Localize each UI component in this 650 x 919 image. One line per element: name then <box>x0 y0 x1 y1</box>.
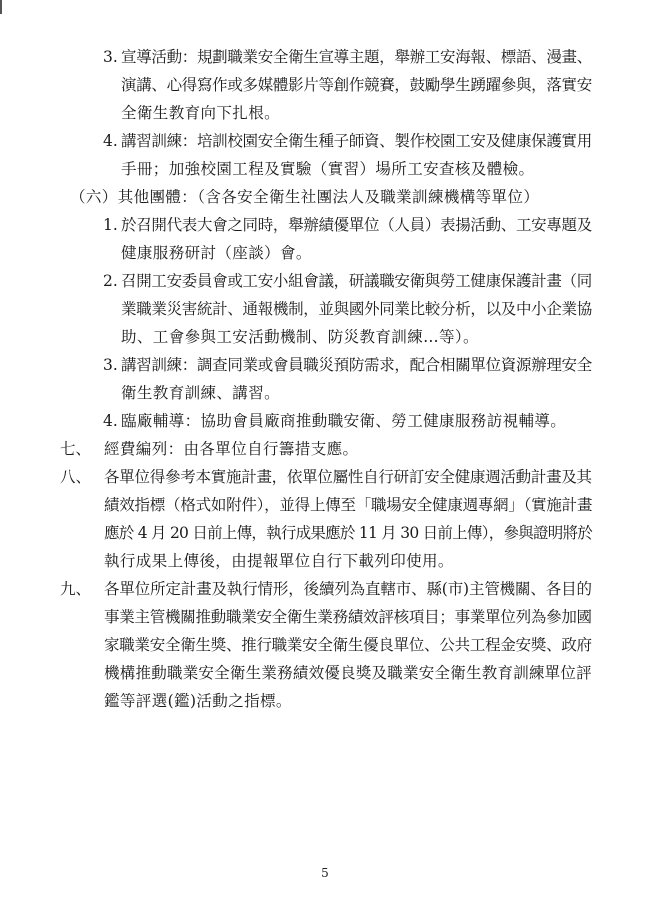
scan-edge-mark <box>0 0 2 14</box>
section-6-item-3-line-1: 講習訓練：調查同業或會員職災預防需求，配合相關單位資源辦理安全 <box>121 356 592 374</box>
page-number: 5 <box>321 866 329 880</box>
section-6-item-1-line-1: 於召開代表大會之同時，舉辦績優單位（人員）表揚活動、工安專題及 <box>121 216 592 234</box>
section-7-line-1: 經費編列：由各單位自行籌措支應。 <box>104 440 359 458</box>
section-9-number: 九、 <box>60 580 92 598</box>
section-6-item-4-line-1: 臨廠輔導：協助會員廠商推動職安衛、勞工健康服務訪視輔導。 <box>121 412 567 430</box>
section-6-item-1-number: 1. <box>103 216 118 234</box>
item-4-line-1: 講習訓練：培訓校園安全衛生種子師資、製作校園工安及健康保護實用 <box>121 132 592 150</box>
section-8-line-3: 應於 4 月 20 日前上傳，執行成果應於 11 月 30 日前上傳），參與證明將於 <box>104 524 592 542</box>
item-3-line-2: 演講、心得寫作或多媒體影片等創作競賽，鼓勵學生踴躍參與，落實安 <box>121 76 592 94</box>
section-7-number: 七、 <box>60 440 92 458</box>
item-3-line-1: 宣導活動：規劃職業安全衛生宣導主題，舉辦工安海報、標語、漫畫、 <box>121 48 592 66</box>
item-3-line-3: 全衛生教育向下扎根。 <box>121 104 281 122</box>
section-8-line-2: 績效指標（格式如附件），並得上傳至「職場安全健康週專網」（實施計畫 <box>104 496 593 514</box>
section-9-line-5: 鑑等評選(鑑)活動之指標。 <box>104 692 292 710</box>
section-8-line-1: 各單位得參考本實施計畫，依單位屬性自行研訂安全健康週活動計畫及其 <box>104 468 592 486</box>
section-8-line-4: 執行成果上傳後，由提報單位自行下載列印使用。 <box>104 552 454 570</box>
section-6-item-1-line-2: 健康服務研討（座談）會。 <box>121 244 312 262</box>
section-6-item-4-number: 4. <box>103 412 118 430</box>
item-3-number: 3. <box>103 48 118 66</box>
item-4-number: 4. <box>103 132 118 150</box>
section-6-item-3-number: 3. <box>103 356 118 374</box>
section-6-item-3-line-2: 衛生教育訓練、講習。 <box>121 384 281 402</box>
section-6-item-2-line-3: 助、工會參與工安活動機制、防災教育訓練…等）。 <box>121 328 479 346</box>
section-9-line-2: 事業主管機關推動職業安全衛生業務績效評核項目；事業單位列為參加國 <box>104 608 592 626</box>
section-6-item-2-line-1: 召開工安委員會或工安小組會議，研議職安衛與勞工健康保護計畫（同 <box>121 272 592 290</box>
section-8-number: 八、 <box>60 468 92 486</box>
section-6-heading: （六）其他團體：（含各安全衛生社團法人及職業訓練機構等單位） <box>70 188 540 206</box>
section-9-line-4: 機構推動職業安全衛生業務績效優良獎及職業安全衛生教育訓練單位評 <box>104 664 592 682</box>
section-6-item-2-number: 2. <box>103 272 118 290</box>
section-6-item-2-line-2: 業職業災害統計、通報機制，並與國外同業比較分析，以及中小企業協 <box>121 300 592 318</box>
section-9-line-1: 各單位所定計畫及執行情形，後續列為直轄市、縣(市)主管機關、各目的 <box>104 580 592 598</box>
item-4-line-2: 手冊；加強校園工程及實驗（實習）場所工安查核及體檢。 <box>121 160 535 178</box>
section-9-line-3: 家職業安全衛生獎、推行職業安全衛生優良單位、公共工程金安獎、政府 <box>104 636 592 654</box>
